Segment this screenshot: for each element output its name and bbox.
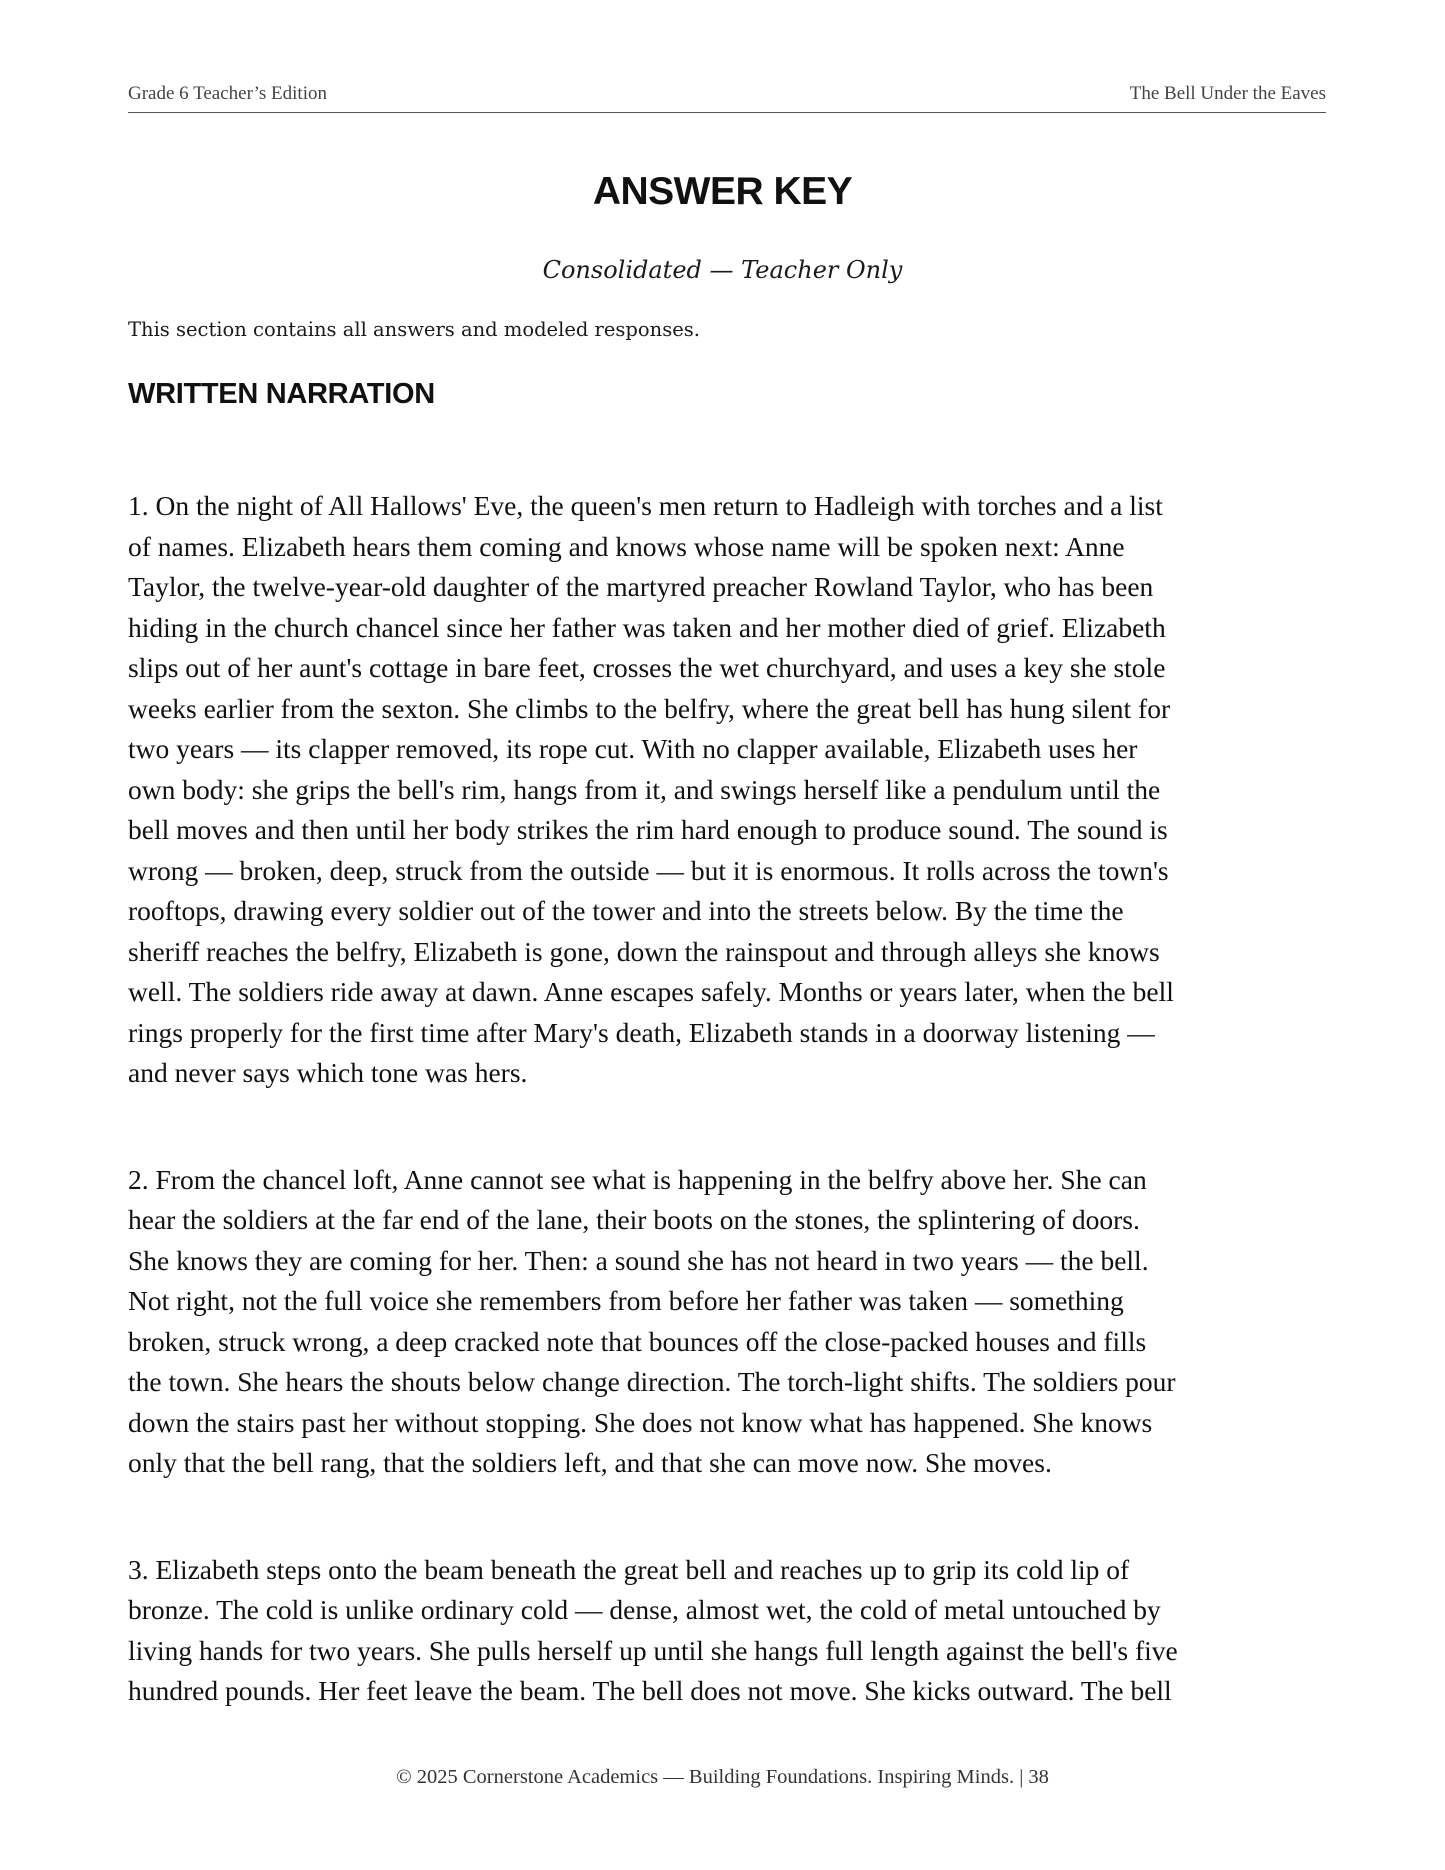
page-footer: © 2025 Cornerstone Academics — Building Foundations. Inspiring Minds. | 38 [396,1766,1049,1788]
answer-line: wrong — broken, deep, struck from the outside — but it is enormous. It rolls across the town's [128,854,1169,886]
header-book-title: The Bell Under the Eaves [1129,83,1326,104]
answer-line: rooftops, drawing every soldier out of the tower and into the streets below. By the time the [128,895,1124,926]
answer-line: living hands for two years. She pulls herself up until she hangs full length against the bell's five [128,1634,1178,1666]
answer-line: down the stairs past her without stopping. She does not know what has happened. She knows [128,1406,1153,1438]
answer-line: well. The soldiers ride away at dawn. Anne escapes safely. Months or years later, when the bell [128,976,1174,1007]
answer-line: two years — its clapper removed, its rope cut. With no clapper available, Elizabeth uses her [128,733,1138,764]
answer-item [128,1160,1328,1484]
page-title: ANSWER KEY [592,170,853,213]
answer-line: 3. Elizabeth steps onto the beam beneath the great bell and reaches up to grip its cold lip of [128,1553,1130,1585]
answer-line: 1. On the night of All Hallows' Eve, the queen's men return to Hadleigh with torches and a list [128,490,1163,521]
page-subtitle: Consolidated — Teacher Only [542,256,903,284]
answer-line: only that the bell rang, that the soldiers left, and that she can move now. She moves. [128,1447,1052,1478]
answer-line: Not right, not the full voice she remembers from before her father was taken — something [128,1285,1124,1316]
answer-line: weeks earlier from the sexton. She climbs to the belfry, where the great bell has hung silent for [128,692,1171,724]
answer-list [128,486,1328,1778]
answer-item [128,1550,1328,1712]
answer-line: She knows they are coming for her. Then: a sound she has not heard in two years — the bell. [128,1244,1149,1276]
answer-line: bronze. The cold is unlike ordinary cold — dense, almost wet, the cold of metal untouched by [128,1594,1161,1625]
answer-line: slips out of her aunt's cottage in bare feet, crosses the wet churchyard, and uses a key she stole [128,652,1166,683]
answer-line: and never says which tone was hers. [128,1057,528,1088]
answer-line: bell moves and then until her body strikes the rim hard enough to produce sound. The sound is [128,814,1168,845]
answer-line: sheriff reaches the belfry, Elizabeth is gone, down the rainspout and through alleys she knows [128,935,1160,967]
answer-line: hear the soldiers at the far end of the lane, their boots on the stones, the splintering of doors. [128,1204,1140,1235]
answer-line: the town. She hears the shouts below change direction. The torch-light shifts. The soldiers pour [128,1366,1176,1397]
answer-item [128,486,1328,1094]
answer-line: hundred pounds. Her feet leave the beam. The bell does not move. She kicks outward. The bell [128,1675,1172,1706]
answer-line: broken, struck wrong, a deep cracked note that bounces off the close-packed houses and fills [128,1325,1147,1357]
header-edition-label: Grade 6 Teacher’s Edition [128,83,327,104]
answer-line: rings properly for the first time after Mary's death, Elizabeth stands in a doorway listening — [128,1016,1155,1048]
answer-line: of names. Elizabeth hears them coming and knows whose name will be spoken next: Anne [128,530,1125,562]
running-header [128,83,1326,113]
answer-line: Taylor, the twelve-year-old daughter of the martyred preacher Rowland Taylor, who has been [128,571,1154,602]
intro-text: This section contains all answers and modeled responses. [128,318,700,341]
answer-line: own body: she grips the bell's rim, hangs from it, and swings herself like a pendulum until the [128,773,1161,805]
answer-line: 2. From the chancel loft, Anne cannot see what is happening in the belfry above her. She can [128,1163,1147,1195]
section-heading: WRITTEN NARRATION [128,378,435,410]
answer-line: hiding in the church chancel since her father was taken and her mother died of grief. Elizabeth [128,611,1166,643]
